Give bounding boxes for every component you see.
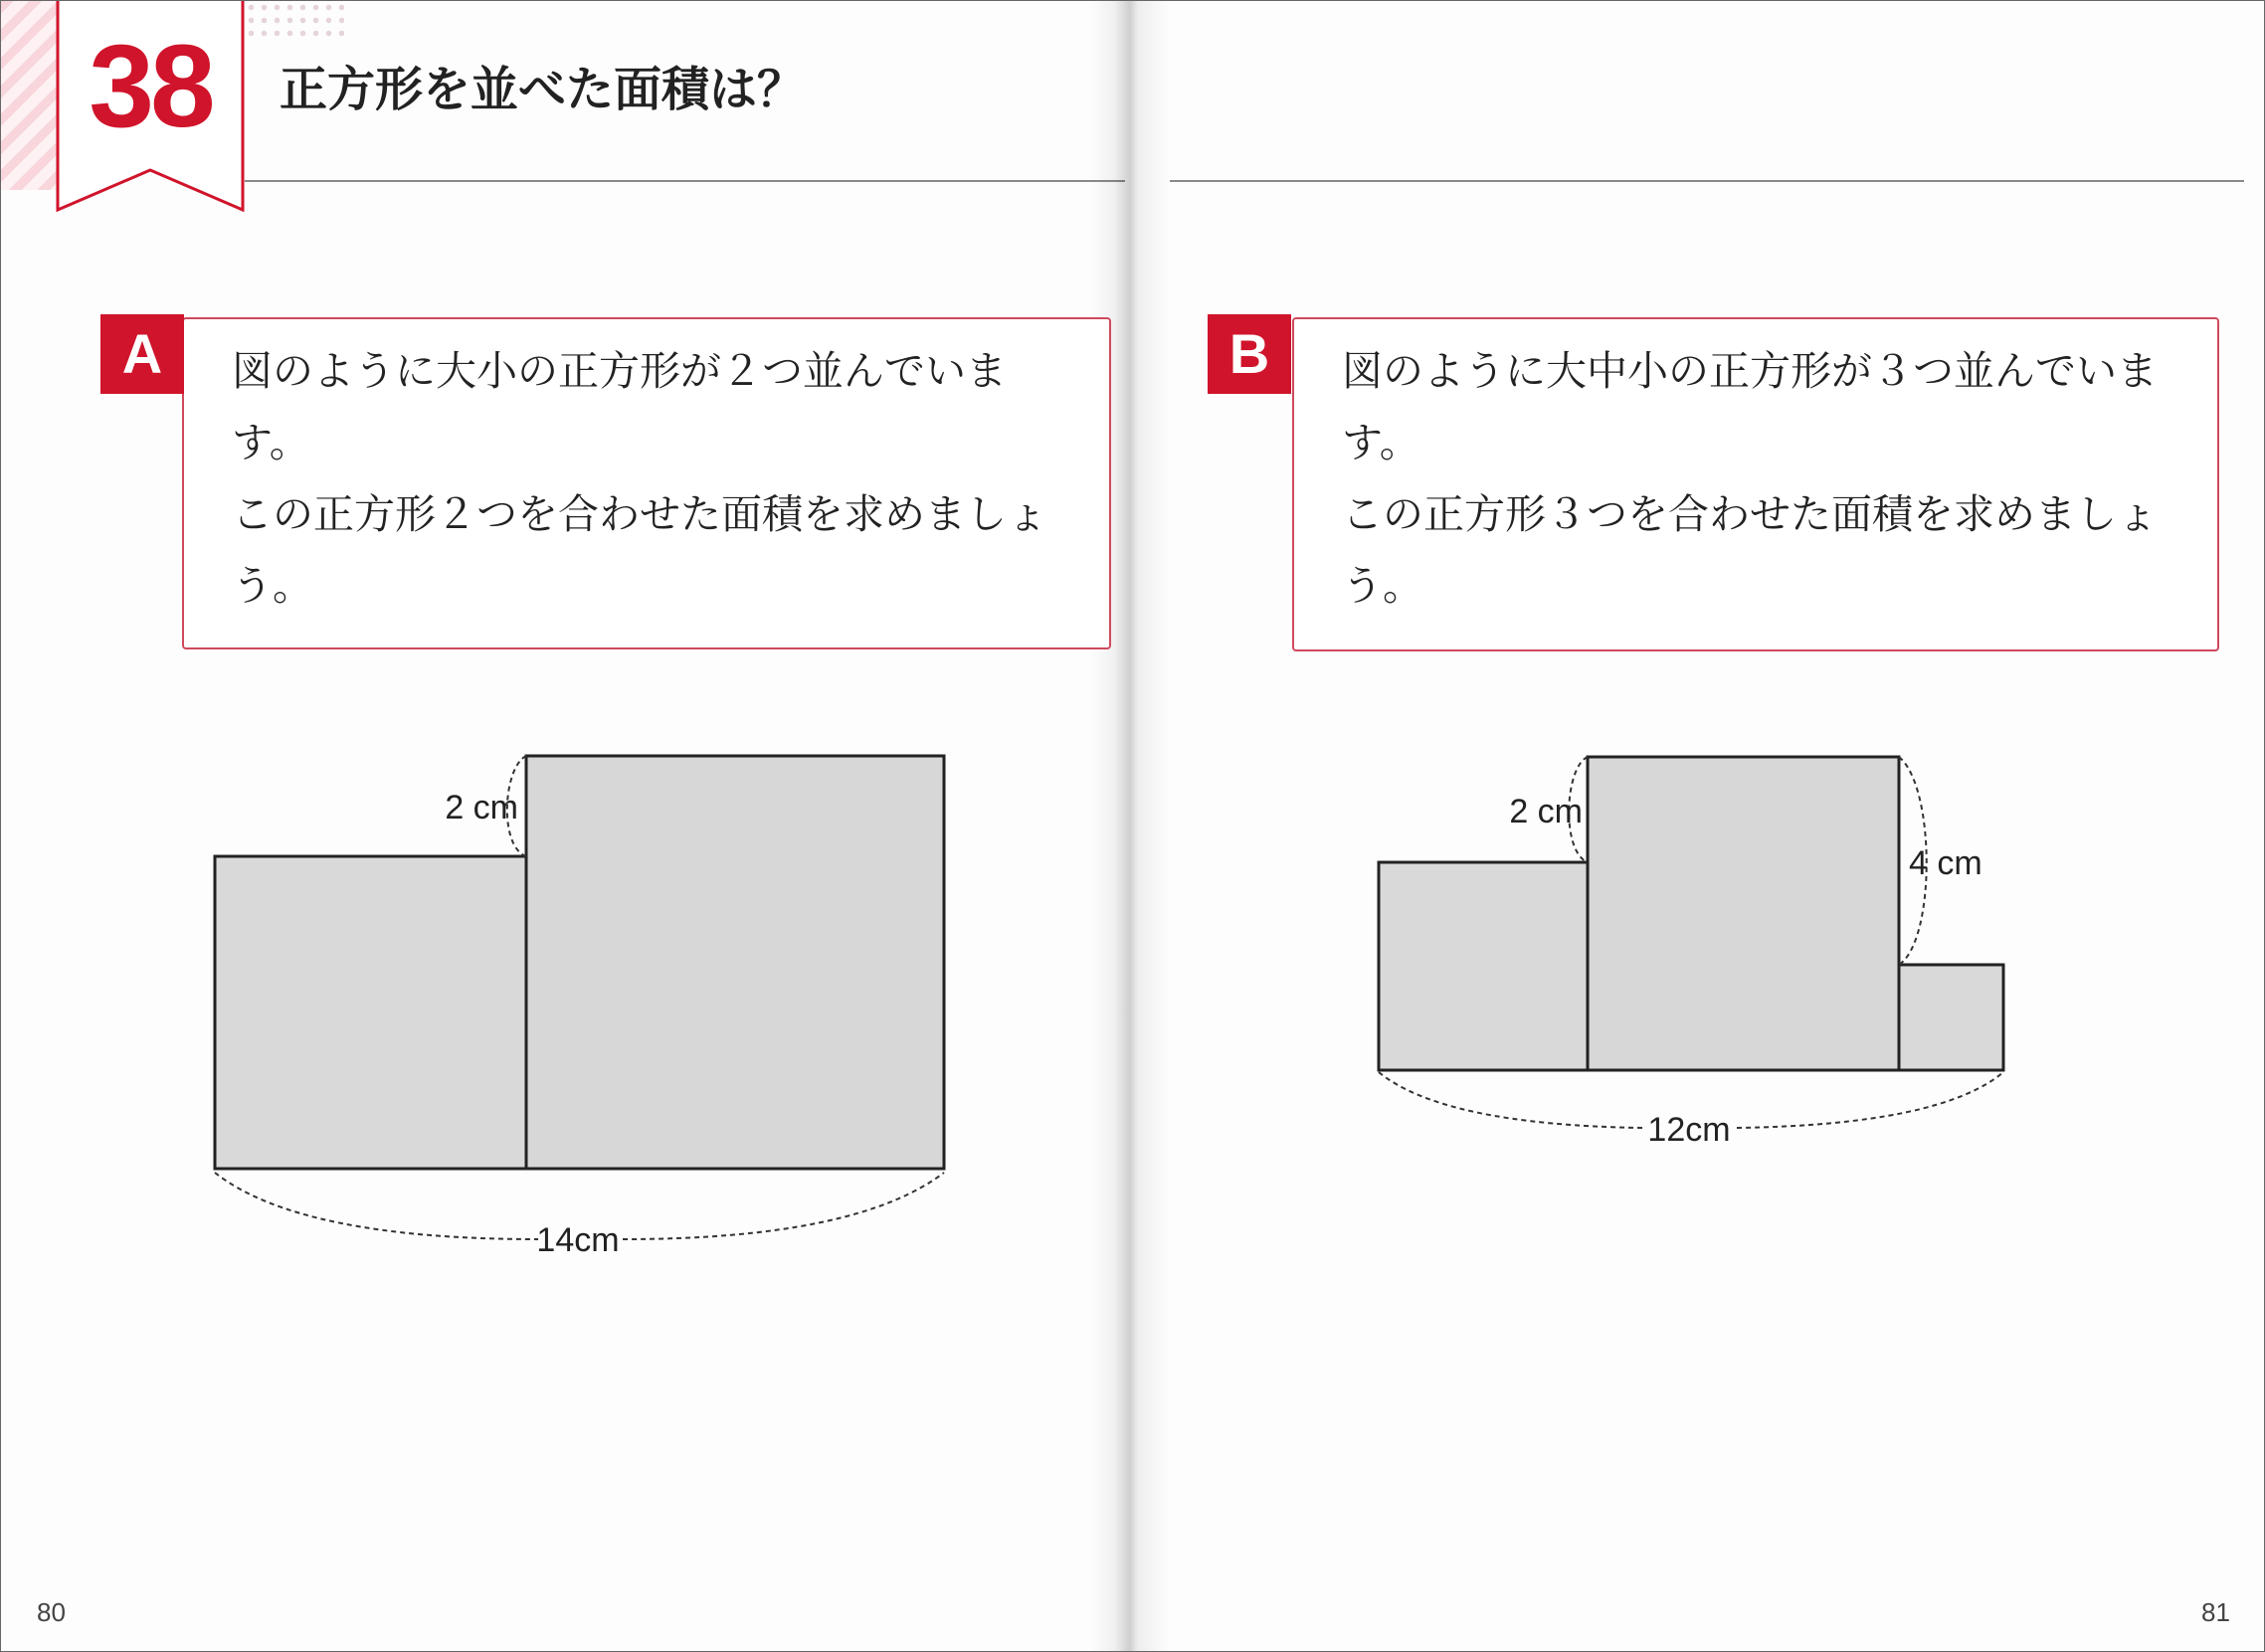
diagram-b-large-square xyxy=(1588,757,1899,1070)
page-number-left: 80 xyxy=(37,1597,66,1627)
problem-b-line-3: この正方形３つを合わせた面積を求めましょ xyxy=(1342,490,2158,538)
diagram-a-small-square xyxy=(215,856,526,1169)
problem-b-tag: B xyxy=(1208,314,1291,394)
diagram-b-total-brace-left xyxy=(1379,1072,1642,1128)
diagram-b-total-brace-right xyxy=(1737,1072,2003,1128)
problem-a-tag: A xyxy=(100,314,184,394)
diagram-b-gap-label: 2 cm xyxy=(1509,793,1583,830)
page-title: 正方形を並べた面積は？ xyxy=(280,62,806,117)
diagram-b-side-label: 4 cm xyxy=(1909,844,1982,882)
diagram-a-total-brace-left xyxy=(215,1173,538,1239)
diagram-b-small-square xyxy=(1899,965,2003,1070)
diagram-b-medium-square xyxy=(1379,862,1588,1070)
problem-b-line-2: す。 xyxy=(1342,419,1420,466)
problem-a-line-2: す。 xyxy=(232,419,310,466)
diagram-a-total-brace-right xyxy=(623,1173,944,1239)
diagram-a-gap-label: 2 cm xyxy=(445,789,518,826)
page-number-right: 81 xyxy=(2201,1597,2230,1627)
problem-a-line-3: この正方形２つを合わせた面積を求めましょ xyxy=(232,490,1047,538)
problem-a-line-4: う。 xyxy=(232,562,313,610)
diagram-b-total-label: 12cm xyxy=(1647,1111,1731,1149)
diagram-a-total-label: 14cm xyxy=(536,1221,620,1259)
diagram-a xyxy=(215,756,944,1259)
problem-b-line-1: 図のように大中小の正方形が３つ並んでいま xyxy=(1342,347,2158,395)
problem-a-line-1: 図のように大小の正方形が２つ並んでいま xyxy=(232,347,1007,395)
diagram-a-large-square xyxy=(526,756,944,1169)
diagram-b xyxy=(1379,757,2003,1149)
problem-b-line-4: う。 xyxy=(1342,562,1423,610)
problem-number: 38 xyxy=(89,21,212,152)
diagrams xyxy=(1,1,2265,1652)
